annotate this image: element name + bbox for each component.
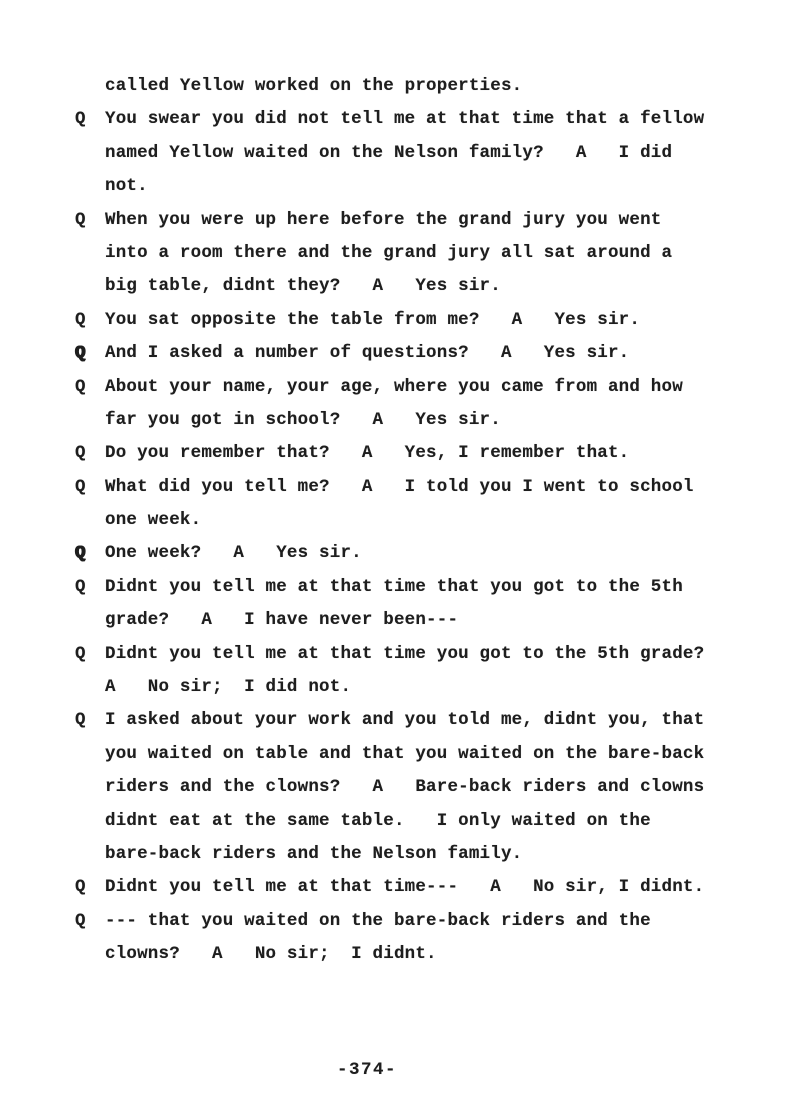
line-text: one week.: [105, 510, 202, 531]
line-text: not.: [105, 176, 148, 197]
transcript-line: [75, 777, 704, 810]
line-text: named Yellow waited on the Nelson family? A I did: [105, 142, 673, 163]
line-text: --- that you waited on the bare-back riders and the: [105, 910, 651, 931]
question-marker: Q: [75, 109, 86, 130]
line-text: far you got in school? A Yes sir.: [105, 409, 501, 430]
question-marker: Q: [75, 376, 86, 397]
transcript-line: [75, 610, 704, 643]
question-marker: Q: [75, 476, 86, 497]
transcript-line: [75, 143, 704, 176]
transcript: [75, 76, 704, 978]
line-text: About your name, your age, where you came from and how: [105, 376, 683, 397]
transcript-line: [75, 377, 704, 410]
transcript-line: [75, 577, 704, 610]
line-text: You sat opposite the table from me? A Yes sir.: [105, 309, 641, 330]
question-marker: Q: [75, 543, 86, 564]
transcript-line: [75, 210, 704, 243]
line-text: Do you remember that? A Yes, I remember that.: [105, 443, 630, 464]
transcript-line: [75, 410, 704, 443]
transcript-line: [75, 310, 704, 343]
question-marker: Q: [75, 443, 86, 464]
question-marker: Q: [75, 710, 86, 731]
question-marker: Q: [75, 209, 86, 230]
transcript-line: [75, 76, 704, 109]
transcript-line: [75, 109, 704, 142]
line-text: And I asked a number of questions? A Yes sir.: [105, 343, 630, 364]
line-text: into a room there and the grand jury all sat around a: [105, 242, 673, 263]
line-text: A No sir; I did not.: [105, 677, 352, 698]
transcript-line: [75, 644, 704, 677]
question-marker: Q: [75, 309, 86, 330]
line-text: grade? A I have never been---: [105, 610, 459, 631]
transcript-line: [75, 510, 704, 543]
transcript-line: [75, 243, 704, 276]
line-text: What did you tell me? A I told you I went to school: [105, 476, 694, 497]
question-marker: Q: [75, 343, 86, 364]
transcript-line: [75, 477, 704, 510]
question-marker: Q: [75, 643, 86, 664]
transcript-line: [75, 677, 704, 710]
line-text: Didnt you tell me at that time that you got to the 5th: [105, 576, 683, 597]
line-text: One week? A Yes sir.: [105, 543, 362, 564]
line-text: didnt eat at the same table. I only waited on the: [105, 810, 651, 831]
question-marker: Q: [75, 910, 86, 931]
line-text: When you were up here before the grand jury you went: [105, 209, 662, 230]
line-text: Didnt you tell me at that time--- A No sir, I didnt.: [105, 877, 705, 898]
line-text: I asked about your work and you told me, didnt you, that: [105, 710, 705, 731]
question-marker: Q: [75, 576, 86, 597]
question-marker: Q: [75, 877, 86, 898]
line-text: big table, didnt they? A Yes sir.: [105, 276, 501, 297]
line-text: clowns? A No sir; I didnt.: [105, 944, 437, 965]
line-text: You swear you did not tell me at that time that a fellow: [105, 109, 705, 130]
page-number: -374-: [337, 1060, 398, 1080]
transcript-line: [75, 276, 704, 309]
line-text: bare-back riders and the Nelson family.: [105, 843, 523, 864]
transcript-line: [75, 710, 704, 743]
transcript-line: [75, 811, 704, 844]
transcript-line: [75, 844, 704, 877]
transcript-line: [75, 911, 704, 944]
transcript-line: [75, 944, 704, 977]
line-text: called Yellow worked on the properties.: [105, 76, 523, 96]
transcript-line: [75, 543, 704, 576]
line-text: you waited on table and that you waited on the bare-back: [105, 743, 705, 764]
transcript-line: [75, 176, 704, 209]
transcript-line: [75, 877, 704, 910]
line-text: Didnt you tell me at that time you got to the 5th grade?: [105, 643, 705, 664]
transcript-line: [75, 744, 704, 777]
transcript-line: [75, 343, 704, 376]
transcript-line: [75, 443, 704, 476]
line-text: riders and the clowns? A Bare-back riders and clowns: [105, 777, 705, 798]
